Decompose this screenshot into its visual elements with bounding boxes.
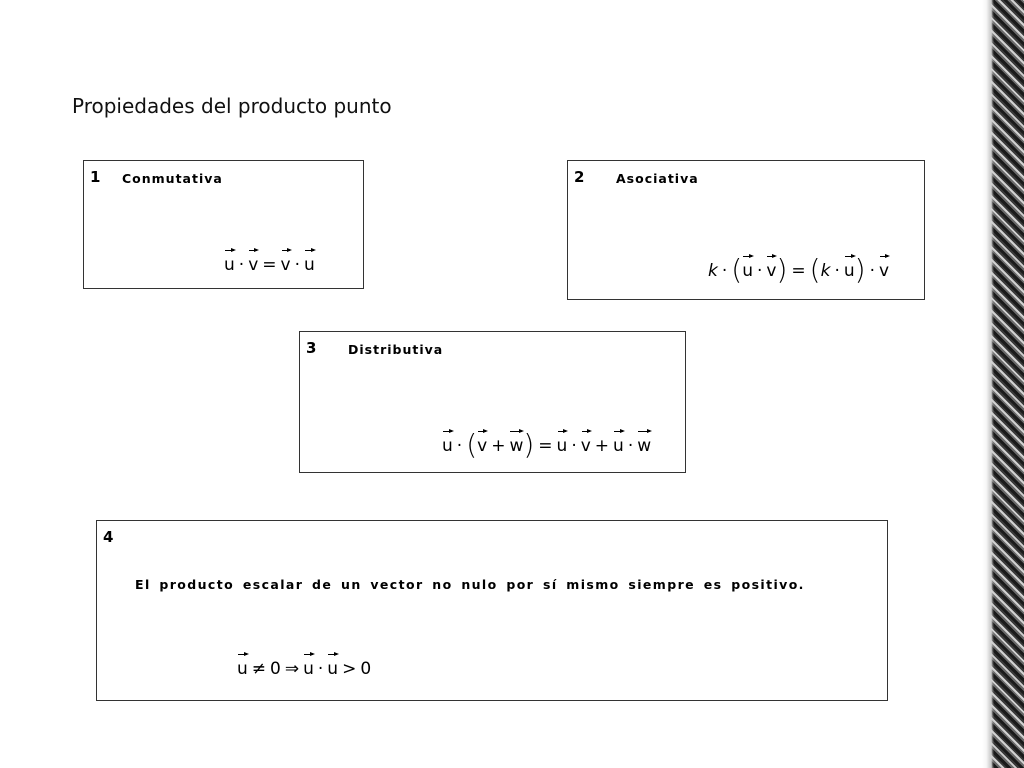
- equals-sign: =: [538, 436, 553, 456]
- formula-positividad: u ≠ 0 ⇒ u · u > 0: [237, 659, 372, 679]
- vector-v: v: [477, 436, 488, 456]
- zero: 0: [360, 659, 372, 679]
- zero: 0: [270, 659, 281, 679]
- vector-w: w: [509, 436, 524, 456]
- vector-u: u: [303, 255, 315, 275]
- property-box-asociativa: [567, 160, 925, 300]
- vector-v: v: [280, 255, 291, 275]
- scalar-k: k: [708, 261, 718, 281]
- vector-u: u: [613, 436, 624, 456]
- property-name: Conmutativa: [122, 171, 223, 186]
- vector-v: v: [878, 261, 890, 281]
- property-box-positividad: [96, 520, 888, 701]
- vector-v: v: [766, 261, 777, 281]
- implies-sign: ⇒: [284, 659, 300, 679]
- vector-v: v: [248, 255, 259, 275]
- property-number: 2: [574, 168, 585, 186]
- property-box-conmutativa: [83, 160, 364, 289]
- plus-sign: +: [491, 436, 506, 456]
- property-statement: El producto escalar de un vector no nulo por sí mismo siempre es positivo.: [135, 577, 805, 592]
- page-title: Propiedades del producto punto: [72, 94, 392, 118]
- formula-asociativa: k · (u · v) = (k · u) · v: [708, 253, 890, 286]
- vector-u: u: [303, 659, 314, 679]
- equals-sign: =: [262, 255, 277, 275]
- vector-v: v: [580, 436, 591, 456]
- plus-sign: +: [594, 436, 610, 456]
- property-number: 1: [90, 168, 101, 186]
- equals-sign: =: [791, 261, 806, 281]
- not-equal-sign: ≠: [251, 659, 267, 679]
- vector-u: u: [843, 261, 855, 281]
- property-number: 3: [306, 339, 317, 357]
- property-name: Asociativa: [616, 171, 699, 186]
- vector-u: u: [237, 659, 248, 679]
- vector-w: w: [637, 436, 652, 456]
- vector-u: u: [556, 436, 568, 456]
- vector-u: u: [742, 261, 753, 281]
- property-name: Distributiva: [348, 342, 444, 357]
- formula-distributiva: u · (v + w) = u · v + u · w: [442, 428, 652, 461]
- vector-u: u: [327, 659, 339, 679]
- formula-conmutativa: u · v = v · u: [224, 255, 315, 275]
- vector-u: u: [442, 436, 453, 456]
- scalar-k: k: [820, 261, 831, 281]
- vector-u: u: [224, 255, 235, 275]
- decorative-border-strip: [982, 0, 1024, 768]
- greater-than-sign: >: [342, 659, 357, 679]
- property-box-distributiva: [299, 331, 686, 473]
- property-number: 4: [103, 528, 114, 546]
